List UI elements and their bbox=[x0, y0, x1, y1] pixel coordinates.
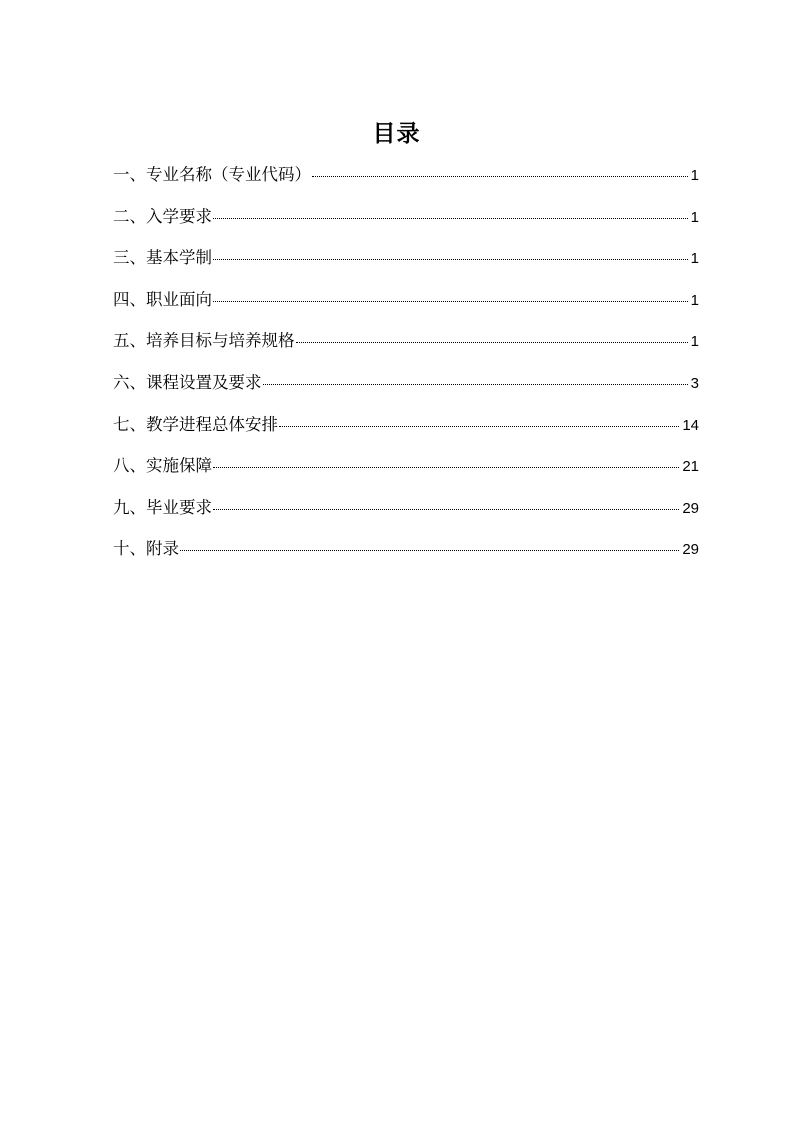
toc-entry[interactable] bbox=[113, 369, 699, 411]
toc-dot-leader bbox=[279, 426, 679, 427]
toc-entry-label: 九、毕业要求 bbox=[113, 497, 212, 517]
toc-entry-label: 二、入学要求 bbox=[113, 206, 212, 226]
toc-entry-label: 七、教学进程总体安排 bbox=[113, 414, 278, 434]
toc-entry-page: 1 bbox=[690, 291, 699, 309]
toc-list bbox=[113, 161, 699, 577]
toc-dot-leader bbox=[213, 259, 688, 260]
toc-entry-label: 十、附录 bbox=[113, 539, 179, 559]
toc-entry-page: 21 bbox=[682, 458, 699, 476]
toc-entry-page: 3 bbox=[690, 374, 699, 392]
toc-entry-label: 三、基本学制 bbox=[113, 248, 212, 268]
toc-entry[interactable] bbox=[113, 535, 699, 577]
toc-dot-leader bbox=[213, 301, 688, 302]
toc-entry-label: 八、实施保障 bbox=[113, 456, 212, 476]
toc-dot-leader bbox=[180, 550, 679, 551]
toc-dot-leader bbox=[213, 467, 679, 468]
toc-entry-page: 29 bbox=[682, 541, 699, 559]
toc-entry-label: 六、课程设置及要求 bbox=[113, 372, 262, 392]
toc-dot-leader bbox=[213, 218, 688, 219]
toc-entry-page: 14 bbox=[682, 416, 699, 434]
toc-dot-leader bbox=[263, 384, 688, 385]
toc-entry-page: 1 bbox=[690, 167, 699, 184]
toc-entry[interactable] bbox=[113, 452, 699, 494]
toc-entry[interactable] bbox=[113, 203, 699, 245]
toc-entry[interactable] bbox=[113, 411, 699, 453]
toc-entry[interactable] bbox=[113, 494, 699, 536]
toc-entry[interactable] bbox=[113, 244, 699, 286]
toc-entry-page: 1 bbox=[690, 208, 699, 226]
toc-dot-leader bbox=[296, 342, 688, 343]
toc-dot-leader bbox=[312, 176, 688, 177]
toc-entry-page: 1 bbox=[690, 250, 699, 268]
toc-entry-page: 29 bbox=[682, 499, 699, 517]
toc-entry[interactable] bbox=[113, 161, 699, 203]
toc-entry-page: 1 bbox=[690, 333, 699, 351]
toc-entry[interactable] bbox=[113, 286, 699, 328]
toc-dot-leader bbox=[213, 509, 679, 510]
toc-entry[interactable] bbox=[113, 327, 699, 369]
toc-entry-label: 五、培养目标与培养规格 bbox=[113, 331, 295, 351]
toc-title: 目录 bbox=[372, 121, 421, 147]
toc-entry-label: 一、专业名称（专业代码） bbox=[113, 165, 311, 184]
toc-entry-label: 四、职业面向 bbox=[113, 289, 212, 309]
